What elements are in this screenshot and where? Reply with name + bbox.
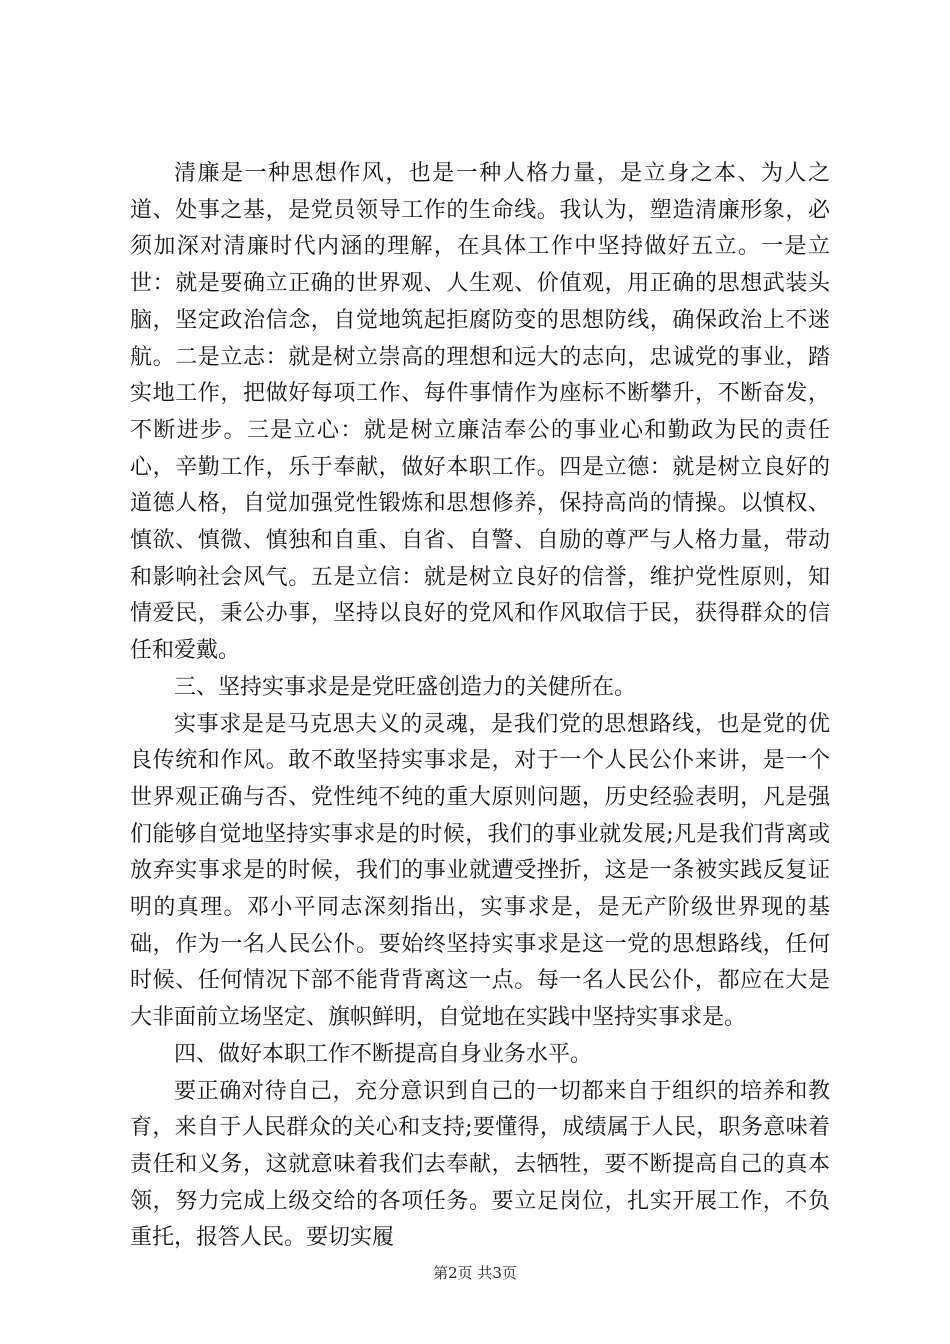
page-number-footer: 第2页 共3页	[433, 1264, 517, 1282]
paragraph-duty: 要正确对待自己，充分意识到自己的一切都来自于组织的培养和教育，来自于人民群众的关心和支持;要懂得，成绩属于人民，职务意味着责任和义务，这就意味着我们去奉献，去牺牲，要不断提高自己的真本领，努力完成上级交给的各项任务。要立足岗位，扎实开展工作，不负重托，报答人民。要切实履	[130, 1078, 830, 1251]
section-heading-3: 三、坚持实事求是是党旺盛创造力的关健所在。	[174, 674, 637, 700]
section-heading-4: 四、做好本职工作不断提高自身业务水平。	[174, 1041, 593, 1067]
document-body	[130, 156, 830, 1257]
paragraph-integrity: 清廉是一种思想作风，也是一种人格力量，是立身之本、为人之道、处事之基，是党员领导工作的生命线。我认为，塑造清廉形象，必须加深对清廉时代内涵的理解，在具体工作中坚持做好五立。一是立世：就是要确立正确的世界观、人生观、价值观，用正确的思想武装头脑，坚定政治信念，自觉地筑起拒腐防变的思想防线，确保政治上不迷航。二是立志：就是树立崇高的理想和远大的志向，忠诚党的事业，踏实地工作，把做好每项工作、每件事情作为座标不断攀升，不断奋发，不断进步。三是立心：就是树立廉洁奉公的事业心和勤政为民的责任心，辛勤工作，乐于奉献，做好本职工作。四是立德：就是树立良好的道德人格，自觉加强党性锻炼和思想修养，保持高尚的情操。以慎权、慎欲、慎微、慎独和自重、自省、自警、自励的尊严与人格力量，带动和影响社会风气。五是立信：就是树立良好的信誉，维护党性原则，知情爱民，秉公办事，坚持以良好的党风和作风取信于民，获得群众的信任和爱戴。	[130, 161, 830, 664]
paragraph-truth-seeking: 实事求是是马克思夫义的灵魂，是我们党的思想路线，也是党的优良传统和作风。敢不敢坚持实事求是，对于一个人民公仆来讲，是一个世界观正确与否、党性纯不纯的重大原则问题，历史经验表明，凡是强们能够自觉地坚持实事求是的时候，我们的事业就发展;凡是我们背离或放弃实事求是的时候，我们的事业就遭受挫折，这是一条被实践反复证明的真理。邓小平同志深刻指出，实事求是，是无产阶级世界现的基础，作为一名人民公仆。要始终坚持实事求是这一党的思想路线，任何时候、任何情况下部不能背背离这一点。每一名人民公仆，都应在大是大非面前立场坚定、旗帜鲜明，自觉地在实践中坚持实事求是。	[130, 711, 830, 1031]
